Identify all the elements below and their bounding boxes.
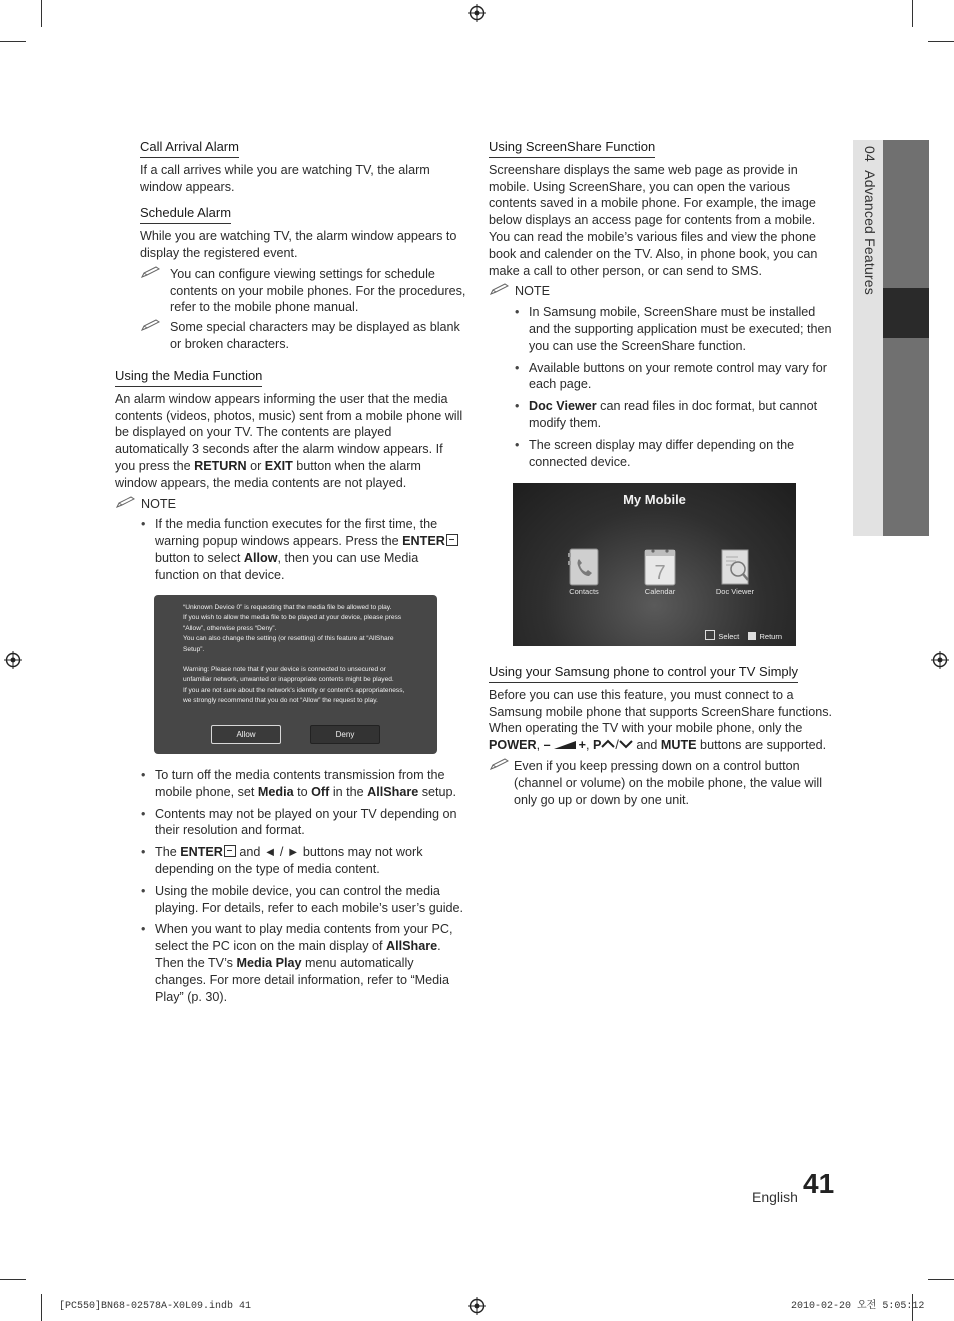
- control-tv-body: Before you can use this feature, you must connect to a Samsung mobile phone that supports ScreenShare functions. When operating the TV with your mobile phone, only the POWER, – +, P / and MUTE buttons are supported.: [489, 687, 833, 753]
- list-item: • To turn off the media contents transmission from the mobile phone, set Media to Off in the AllShare setup.: [141, 767, 465, 801]
- channel-down-icon: [619, 739, 633, 749]
- list-item: • Contents may not be played on your TV depending on their resolution and format.: [141, 806, 465, 840]
- screenshare-body: Screenshare displays the same web page as provide in mobile. Using ScreenShare, you can open the various contents saved in a mobile phone. For example, the image below displays an access page for contents from a mobile. You can read the mobile’s various files and view the phone book and calender on the TV. Also, in phone book, you can make a call to other person, or can send to SMS.: [489, 162, 818, 278]
- media-function-body: An alarm window appears informing the user that the media contents (videos, photos, music) sent from a mobile phone will be displayed on your TV. The contents are played automatically 3 seconds after the alarm window appears. If you press the RETURN or EXIT button when the alarm window appears, the media contents are not played.: [115, 391, 463, 490]
- contacts-app[interactable]: Contacts: [559, 547, 609, 597]
- channel-up-icon: [601, 739, 615, 749]
- media-note-label: NOTE: [115, 496, 465, 513]
- screenshare-note-list: [515, 304, 835, 470]
- screenshare-note-label: NOTE: [489, 283, 835, 300]
- crop-mark: [928, 1279, 954, 1280]
- phone-icon: [567, 547, 601, 587]
- enter-key-icon: [705, 630, 715, 640]
- my-mobile-screen: [513, 483, 796, 646]
- call-arrival-body: If a call arrives while you are watching TV, the alarm window appears.: [140, 162, 430, 194]
- list-item: • If the media function executes for the first time, the warning popup windows appears. Press the ENTER button to select Allow, then you can use Media function on that device.: [141, 516, 465, 583]
- media-function-heading: Using the Media Function: [115, 368, 262, 387]
- list-item: • Doc Viewer can read files in doc format, but cannot modify them.: [515, 398, 835, 432]
- chapter-tab-active-block: [883, 288, 929, 338]
- volume-icon: [553, 740, 577, 750]
- svg-text:7: 7: [654, 562, 666, 584]
- return-key-icon: [748, 632, 756, 640]
- media-note-list: [141, 767, 465, 1005]
- crop-mark: [928, 41, 954, 42]
- crop-mark: [0, 41, 26, 42]
- allow-button[interactable]: Allow: [211, 725, 281, 744]
- registration-target-icon: [468, 1297, 486, 1315]
- list-item: • When you want to play media contents from your PC, select the PC icon on the main display of AllShare. Then the TV’s Media Play menu automatically changes. For more detail information, refer to “Media Play” (p. 30).: [141, 921, 465, 1005]
- list-item: • The screen display may differ depending on the connected device.: [515, 437, 835, 471]
- crop-mark: [41, 1294, 42, 1321]
- note-pencil-icon: [140, 265, 162, 279]
- popup-message: “Unknown Device 0” is requesting that the media file be allowed to play. If you wish to allow the media file to be played at your device, please press “Allow”, otherwise press “Deny”. You can also change the setting (or resetting) of this feature at “AllShare Setup”. Warning: Please note that if your device is connected to unsecured or unfamiliar network, unwanted or inappropriate contents might be played. If you are not sure about the network's identity or content's appropriateness, we strongly recommend that you do not “Allow” the request to play.: [183, 604, 405, 705]
- media-permission-popup: [154, 595, 437, 754]
- control-tv-section: [489, 664, 841, 811]
- chapter-tab-block: [883, 338, 929, 536]
- page-number: 41: [803, 1168, 835, 1199]
- note-pencil-icon: [489, 757, 511, 771]
- calendar-icon: [643, 547, 677, 587]
- note-pencil-icon: [489, 282, 511, 296]
- crop-mark: [41, 0, 42, 27]
- alarm-sections: [140, 139, 466, 356]
- media-note-list-continued: [141, 767, 465, 1010]
- doc-viewer-app[interactable]: Doc Viewer: [710, 547, 760, 597]
- screenshare-section: [489, 139, 835, 475]
- control-tv-heading: Using your Samsung phone to control your TV Simply: [489, 664, 798, 683]
- note-pencil-icon: [115, 495, 137, 509]
- enter-key-icon: [224, 845, 236, 857]
- chapter-label: [858, 146, 878, 346]
- control-tv-note: Even if you keep pressing down on a control button (channel or volume) on the mobile phone, the value will only go up or down by one unit.: [489, 758, 841, 808]
- my-mobile-key-guide: Select Return: [702, 629, 782, 646]
- crop-mark: [0, 1279, 26, 1280]
- list-item: • Using the mobile device, you can control the media playing. For details, refer to each mobile’s user’s guide.: [141, 883, 465, 917]
- schedule-alarm-body: While you are watching TV, the alarm window appears to display the registered event.: [140, 229, 457, 260]
- chapter-tab-block: [883, 140, 929, 288]
- deny-button[interactable]: Deny: [310, 725, 380, 744]
- enter-key-icon: [446, 534, 458, 546]
- note-pencil-icon: [140, 318, 162, 332]
- chapter-title: Advanced Features: [862, 170, 878, 295]
- media-function-section: [115, 368, 465, 589]
- footer-language: English: [752, 1189, 798, 1205]
- print-slug-date: 2010-02-20 오전 5:05:12: [791, 1301, 925, 1312]
- list-item: • The ENTER and ◄ / ► buttons may not work depending on the type of media content.: [141, 844, 465, 878]
- calendar-app[interactable]: 7 Calendar: [635, 547, 685, 597]
- crop-mark: [912, 0, 913, 27]
- schedule-note: Some special characters may be displayed as blank or broken characters.: [140, 319, 466, 353]
- my-mobile-title: My Mobile: [623, 492, 686, 507]
- print-slug-file: [PC550]BN68-02578A-X0L09.indb 41: [59, 1301, 252, 1312]
- list-item: • Available buttons on your remote control may vary for each page.: [515, 360, 835, 394]
- media-note-list: [141, 516, 465, 583]
- registration-target-icon: [468, 4, 486, 22]
- registration-target-icon: [4, 651, 22, 669]
- chapter-number: 04: [862, 146, 878, 162]
- screenshare-heading: Using ScreenShare Function: [489, 139, 655, 158]
- schedule-alarm-heading: Schedule Alarm: [140, 205, 231, 224]
- list-item: • In Samsung mobile, ScreenShare must be installed and the supporting application must be executed; then you can use the ScreenShare function.: [515, 304, 835, 354]
- call-arrival-heading: Call Arrival Alarm: [140, 139, 239, 158]
- doc-viewer-icon: [718, 547, 752, 587]
- schedule-note: You can configure viewing settings for schedule contents on your mobile phones. For the procedures, refer to the mobile phone manual.: [140, 266, 466, 316]
- registration-target-icon: [931, 651, 949, 669]
